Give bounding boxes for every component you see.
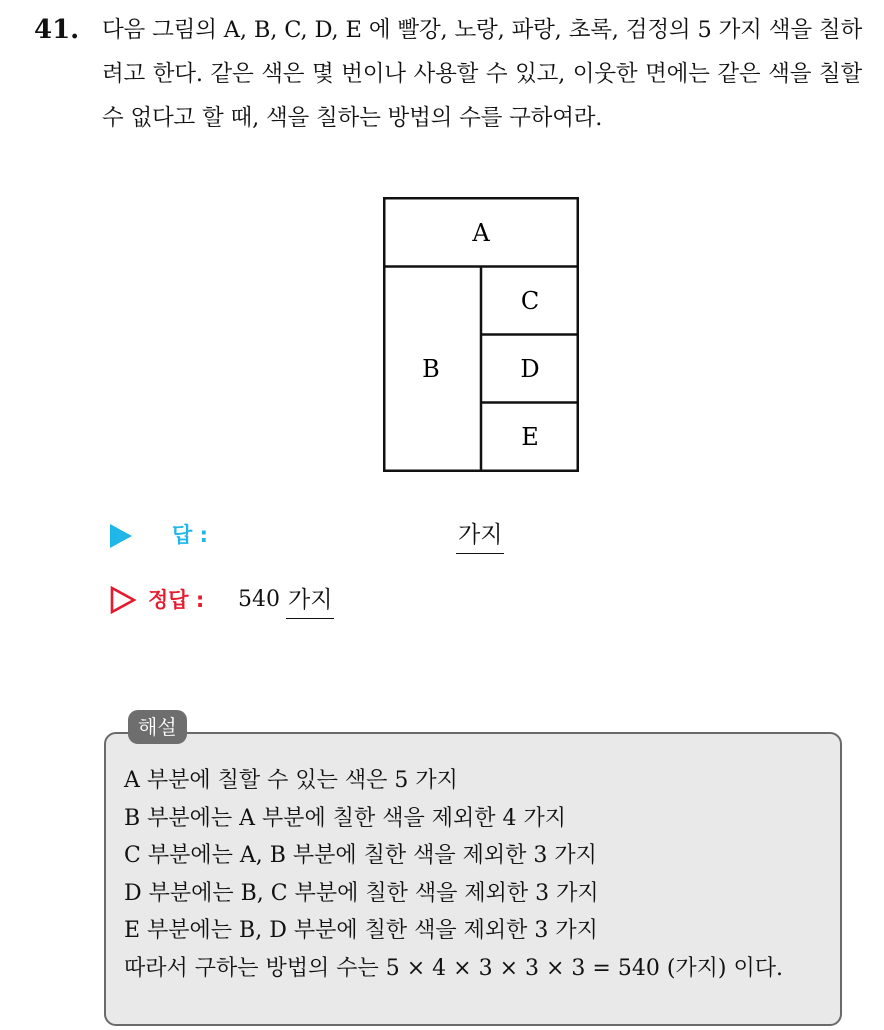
solution-line: D 부분에는 B, C 부분에 칠한 색을 제외한 3 가지: [124, 880, 599, 906]
answer-label: 답 :: [172, 523, 208, 547]
solution-lines: [124, 762, 834, 987]
solution-tab: 해설: [128, 710, 187, 744]
solution-line: A 부분에 칠할 수 있는 색은 5 가지: [124, 768, 458, 793]
answer-row: [110, 515, 610, 555]
correct-label: 정답 :: [148, 588, 205, 612]
solution-line: 따라서 구하는 방법의 수는 5 × 4 × 3 × 3 × 3 = 540 (가지) 이다.: [124, 955, 783, 981]
problem-number: 41.: [34, 15, 80, 45]
region-label-a: A: [472, 219, 490, 247]
region-label-e: E: [521, 423, 539, 451]
problem-text: 다음 그림의 A, B, C, D, E 에 빨강, 노랑, 파랑, 초록, 검정의 5 가지 색을 칠하려고 한다. 같은 색은 몇 번이나 사용할 수 있고, 이웃한 면에는 같은 색을 칠할 수 없다고 할 때, 색을 칠하는 방법의 수를 구하여라.: [102, 17, 862, 131]
correct-answer-row: [110, 580, 610, 620]
triangle-filled-icon: [110, 524, 132, 548]
region-label-c: C: [520, 287, 540, 315]
answer-unit: 가지: [456, 517, 504, 554]
correct-value: 540: [238, 587, 280, 612]
region-label-d: D: [520, 355, 540, 383]
region-diagram: [383, 197, 579, 472]
solution-line: E 부분에는 B, D 부분에 칠한 색을 제외한 3 가지: [124, 918, 598, 943]
solution-line: B 부분에는 A 부분에 칠한 색을 제외한 4 가지: [124, 805, 567, 831]
solution-line: C 부분에는 A, B 부분에 칠한 색을 제외한 3 가지: [124, 843, 597, 868]
triangle-outline-icon: [110, 586, 136, 614]
correct-unit: 가지: [286, 582, 334, 619]
region-label-b: B: [422, 355, 440, 383]
